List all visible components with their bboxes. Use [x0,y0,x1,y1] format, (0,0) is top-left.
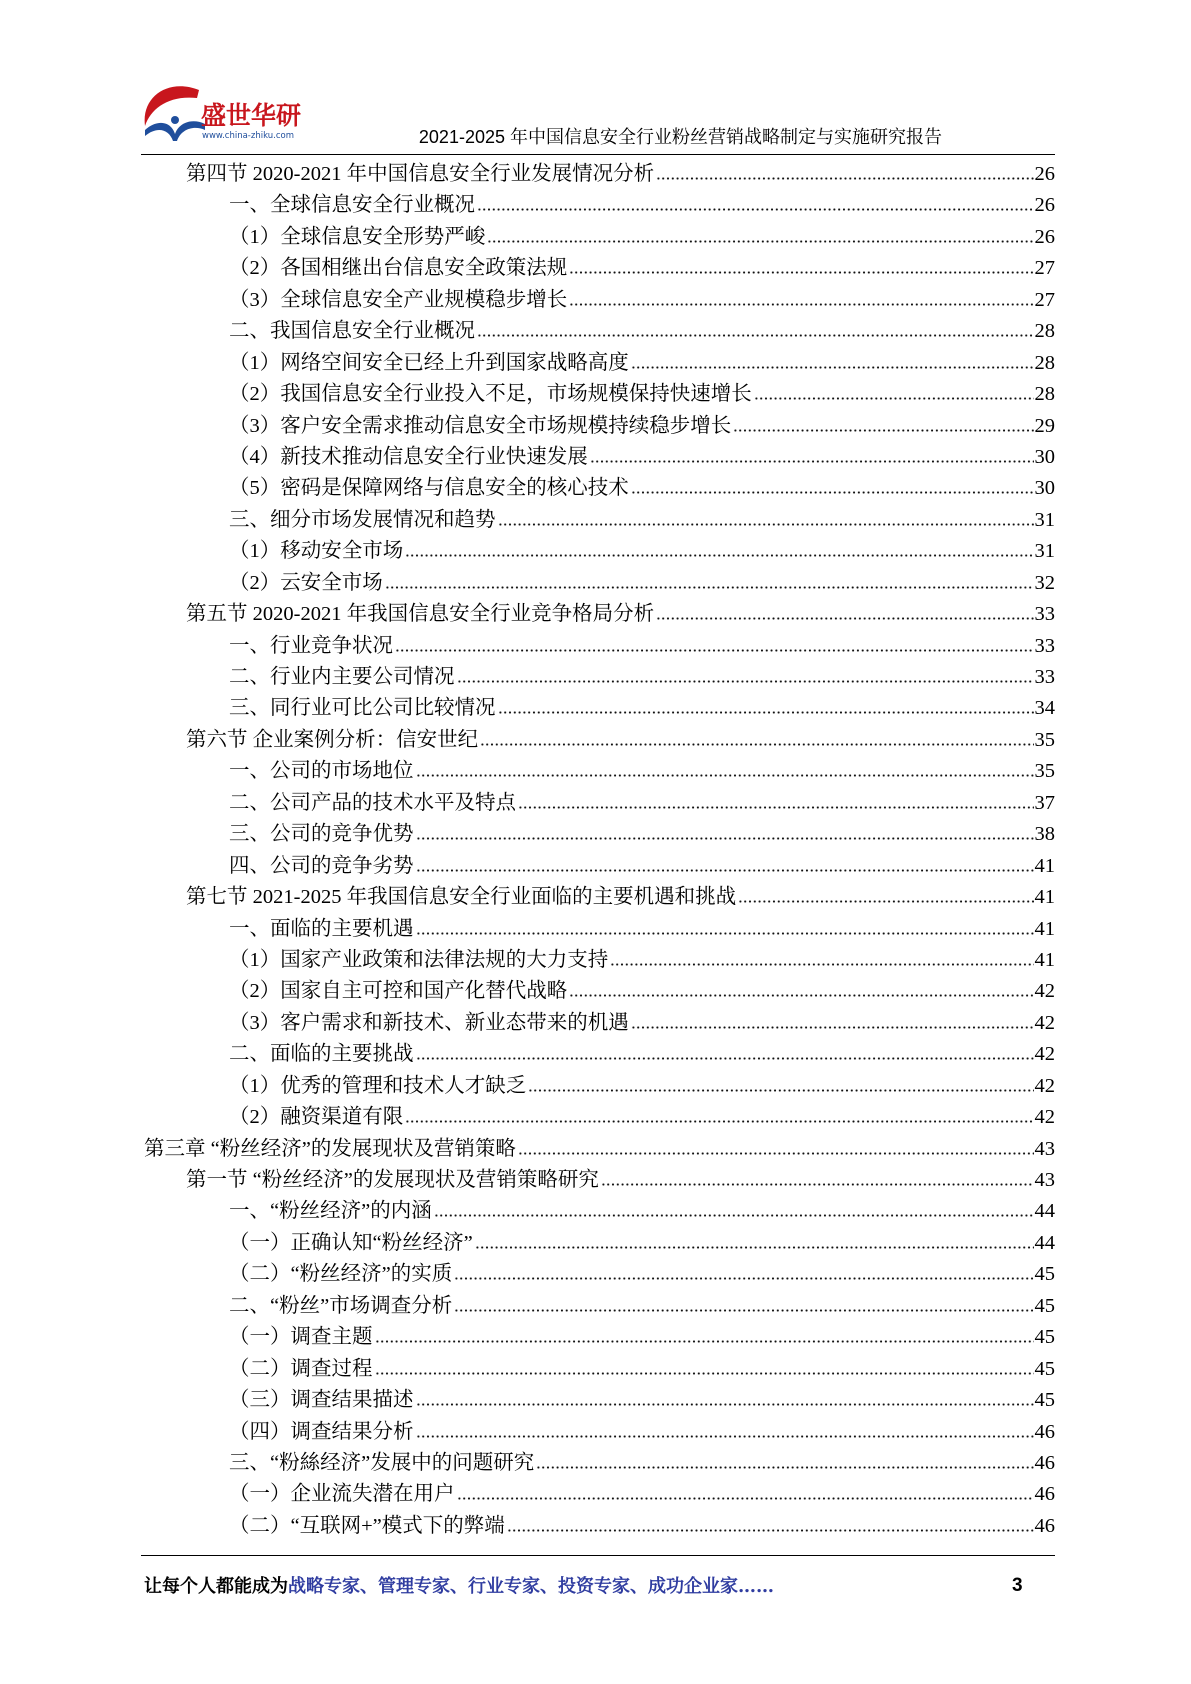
dot-leader [480,743,1033,746]
dot-leader [528,1089,1033,1092]
toc-entry-page: 33 [1034,603,1055,626]
toc-entry-page: 38 [1034,823,1055,846]
dot-leader [416,932,1034,935]
toc-entry-page: 26 [1034,225,1055,248]
toc-entry[interactable] [0,348,1055,379]
toc-entry-page: 43 [1034,1169,1055,1191]
toc-entry-title: 三、“粉絲经济”发展中的问题研究 [229,1451,535,1474]
toc-entry-title: 二、面临的主要挑战 [229,1043,414,1066]
toc-entry-title: （2）国家自主可控和国产化替代战略 [229,980,568,1003]
dot-leader [498,523,1034,526]
toc-entry-title: 一、面临的主要机遇 [229,917,414,940]
dot-leader [738,900,1033,903]
toc-entry-title: 第五节 2020-2021 年我国信息安全行业竞争格局分析 [186,603,655,626]
dot-leader [454,1277,1033,1280]
toc-entry-title: （2）我国信息安全行业投入不足，市场规模保持快速增长 [229,383,752,406]
toc-entry[interactable] [0,536,1055,567]
toc-entry[interactable] [0,1354,1055,1385]
toc-entry-page: 31 [1034,540,1055,563]
toc-entry-title: 二、我国信息安全行业概况 [229,320,475,343]
toc-entry-page: 32 [1034,571,1055,594]
toc-entry[interactable] [0,190,1055,221]
toc-entry[interactable] [0,1291,1055,1322]
toc-entry-page: 45 [1034,1263,1055,1286]
toc-entry-page: 41 [1034,917,1055,940]
dot-leader [457,680,1034,683]
dot-leader [385,586,1034,589]
toc-entry-page: 30 [1034,477,1055,500]
toc-entry-title: （2）融资渠道有限 [229,1106,404,1129]
toc-entry-title: 第一节 “粉丝经济”的发展现状及营销策略研究 [186,1169,599,1191]
toc-entry-page: 28 [1034,320,1055,343]
toc-entry-page: 45 [1034,1326,1055,1349]
toc-entry-title: （1）移动安全市场 [229,540,404,563]
toc-entry-page: 41 [1034,948,1055,971]
toc-entry-title: （1）网络空间安全已经上升到国家战略高度 [229,351,629,374]
toc-entry-page: 46 [1034,1451,1055,1474]
dot-leader [405,554,1033,557]
toc-entry[interactable] [0,1134,1055,1165]
dot-leader [536,1466,1033,1469]
toc-entry-title: 三、公司的竞争优势 [229,823,414,846]
toc-entry[interactable] [0,316,1055,347]
toc-entry[interactable] [0,1165,1055,1196]
toc-entry-title: （一）正确认知“粉丝经济” [229,1231,473,1254]
toc-entry-page: 29 [1034,414,1055,437]
toc-entry-title: （一）调查主题 [229,1326,373,1349]
toc-entry-page: 37 [1034,791,1055,814]
toc-entry-title: 第四节 2020-2021 年中国信息安全行业发展情况分析 [186,163,655,185]
toc-entry-title: （3）客户需求和新技术、新业态带来的机遇 [229,1011,629,1034]
toc-entry-title: 第六节 企业案例分析：信安世纪 [186,728,479,751]
dot-leader [487,240,1033,243]
dot-leader [416,774,1034,777]
dot-leader [416,869,1034,872]
logo-url: www.china-zhiku.com [202,131,294,141]
toc-entry[interactable] [0,1196,1055,1227]
toc-entry-page: 41 [1034,854,1055,877]
dot-leader [569,994,1033,997]
toc-entry[interactable] [0,1479,1055,1510]
toc-entry[interactable] [0,473,1055,504]
toc-entry-page: 33 [1034,634,1055,657]
toc-entry-title: 一、全球信息安全行业概况 [229,194,475,217]
dot-leader [477,334,1034,337]
dot-leader [610,963,1033,966]
dot-leader [416,1435,1034,1438]
dot-leader [631,366,1034,369]
toc-entry-title: （二）调查过程 [229,1357,373,1380]
toc-entry-page: 27 [1034,257,1055,280]
dot-leader [477,208,1034,211]
header-divider [141,154,1055,155]
dot-leader [631,1026,1034,1029]
toc-entry-title: 二、公司产品的技术水平及特点 [229,791,516,814]
toc-entry[interactable] [0,788,1055,819]
toc-entry-page: 31 [1034,508,1055,531]
toc-entry-title: （5）密码是保障网络与信息安全的核心技术 [229,477,629,500]
toc-entry[interactable] [0,505,1055,536]
dot-leader [454,1309,1033,1312]
toc-entry-title: （四）调查结果分析 [229,1420,414,1443]
toc-entry[interactable] [0,1228,1055,1259]
toc-entry-title: 一、“粉丝经济”的内涵 [229,1200,432,1223]
toc-entry-title: 一、公司的市场地位 [229,760,414,783]
toc-entry-page: 45 [1034,1294,1055,1317]
toc-entry[interactable] [0,662,1055,693]
dot-leader [375,1340,1034,1343]
toc-entry-page: 45 [1034,1389,1055,1412]
dot-leader [475,1246,1034,1249]
dot-leader [590,460,1034,463]
toc-entry[interactable] [0,1039,1055,1070]
toc-entry-page: 41 [1034,886,1055,909]
toc-entry-title: 第七节 2021-2025 年我国信息安全行业面临的主要机遇和挑战 [186,886,737,909]
toc-entry-page: 34 [1034,697,1055,720]
dot-leader [518,806,1034,809]
toc-entry[interactable] [0,631,1055,662]
toc-entry-page: 44 [1034,1200,1055,1223]
dot-leader [457,1497,1034,1500]
toc-entry[interactable] [0,379,1055,410]
toc-entry[interactable] [0,756,1055,787]
toc-entry[interactable] [0,851,1055,882]
toc-entry-title: 二、行业内主要公司情况 [229,666,455,688]
toc-entry[interactable] [0,159,1055,190]
logo-dot-icon [171,116,179,124]
dot-leader [507,1529,1034,1532]
toc-entry[interactable] [0,1008,1055,1039]
toc-entry-title: （三）调查结果描述 [229,1389,414,1412]
toc-entry-page: 27 [1034,288,1055,311]
toc-entry-page: 44 [1034,1231,1055,1254]
slogan-prefix: 让每个人都能成为 [144,1576,288,1597]
logo-name: 盛世华研 [201,101,302,130]
toc-entry[interactable] [0,222,1055,253]
slogan-highlight: 战略专家、管理专家、行业专家、投资专家、成功企业家…… [288,1576,774,1597]
toc-entry-page: 43 [1034,1137,1055,1160]
dot-leader [601,1183,1034,1186]
toc-entry-page: 46 [1034,1420,1055,1443]
toc-entry-title: 四、公司的竞争劣势 [229,854,414,877]
toc-entry[interactable] [0,1322,1055,1353]
table-of-contents [0,159,1055,1542]
toc-entry[interactable] [0,442,1055,473]
toc-entry-page: 30 [1034,445,1055,468]
toc-entry-title: （3）客户安全需求推动信息安全市场规模持续稳步增长 [229,414,732,437]
toc-entry-page: 42 [1034,1011,1055,1034]
toc-entry[interactable] [0,599,1055,630]
toc-entry-title: 三、细分市场发展情况和趋势 [229,508,496,531]
toc-entry[interactable] [0,253,1055,284]
toc-entry[interactable] [0,945,1055,976]
toc-entry-title: （二）“互联网+”模式下的弊端 [229,1514,505,1537]
dot-leader [656,617,1033,620]
toc-entry[interactable] [0,1448,1055,1479]
toc-entry[interactable] [0,411,1055,442]
dot-leader [405,1120,1033,1123]
logo-book-icon [145,121,205,141]
dot-leader [434,1214,1034,1217]
dot-leader [656,177,1033,180]
dot-leader [733,429,1033,432]
dot-leader [518,1152,1034,1155]
dot-leader [569,271,1033,274]
toc-entry[interactable] [0,285,1055,316]
dot-leader [416,1057,1034,1060]
toc-entry-title: 一、行业竞争状况 [229,634,393,657]
dot-leader [416,837,1034,840]
toc-entry-page: 28 [1034,383,1055,406]
toc-entry-page: 42 [1034,1043,1055,1066]
toc-entry[interactable] [0,1511,1055,1542]
toc-entry-page: 42 [1034,980,1055,1003]
dot-leader [416,1403,1034,1406]
toc-entry-title: （1）优秀的管理和技术人才缺乏 [229,1074,527,1097]
toc-entry-title: （二）“粉丝经济”的实质 [229,1263,453,1286]
toc-entry-title: （一）企业流失潜在用户 [229,1483,455,1506]
toc-entry-title: 第三章 “粉丝经济”的发展现状及营销策略 [144,1137,516,1160]
toc-entry-title: （4）新技术推动信息安全行业快速发展 [229,445,588,468]
toc-entry[interactable] [0,1102,1055,1133]
footer-divider [141,1555,1055,1556]
toc-entry-title: （1）国家产业政策和法律法规的大力支持 [229,948,609,971]
toc-entry-page: 35 [1034,728,1055,751]
toc-entry-page: 35 [1034,760,1055,783]
toc-entry[interactable] [0,1071,1055,1102]
toc-entry[interactable] [0,914,1055,945]
toc-entry-page: 46 [1034,1514,1055,1537]
toc-entry-page: 45 [1034,1357,1055,1380]
toc-entry-page: 46 [1034,1483,1055,1506]
toc-entry[interactable] [0,568,1055,599]
page-number: 3 [1012,1575,1023,1596]
company-logo [139,80,309,148]
toc-entry-title: （2）各国相继出台信息安全政策法规 [229,257,568,280]
toc-entry-title: 二、“粉丝”市场调查分析 [229,1294,453,1317]
footer-slogan [144,1575,774,1599]
dot-leader [395,649,1034,652]
toc-entry[interactable] [0,976,1055,1007]
toc-entry-title: 三、同行业可比公司比较情况 [229,697,496,720]
toc-entry-page: 42 [1034,1074,1055,1097]
toc-entry[interactable] [0,819,1055,850]
dot-leader [754,397,1034,400]
toc-entry-page: 26 [1034,163,1055,185]
toc-entry-page: 28 [1034,351,1055,374]
toc-entry[interactable] [0,1385,1055,1416]
toc-entry[interactable] [0,1259,1055,1290]
toc-entry-page: 42 [1034,1106,1055,1129]
report-title: 2021-2025 年中国信息安全行业粉丝营销战略制定与实施研究报告 [418,127,942,147]
toc-entry[interactable] [0,882,1055,913]
toc-entry[interactable] [0,693,1055,724]
toc-entry[interactable] [0,725,1055,756]
toc-entry-title: （2）云安全市场 [229,571,383,594]
toc-entry[interactable] [0,1417,1055,1448]
toc-entry-title: （3）全球信息安全产业规模稳步增长 [229,288,568,311]
toc-entry-page: 33 [1034,666,1055,688]
dot-leader [375,1372,1034,1375]
toc-entry-page: 26 [1034,194,1055,217]
toc-entry-title: （1）全球信息安全形势严峻 [229,225,486,248]
dot-leader [631,491,1034,494]
dot-leader [498,711,1034,714]
dot-leader [569,303,1033,306]
